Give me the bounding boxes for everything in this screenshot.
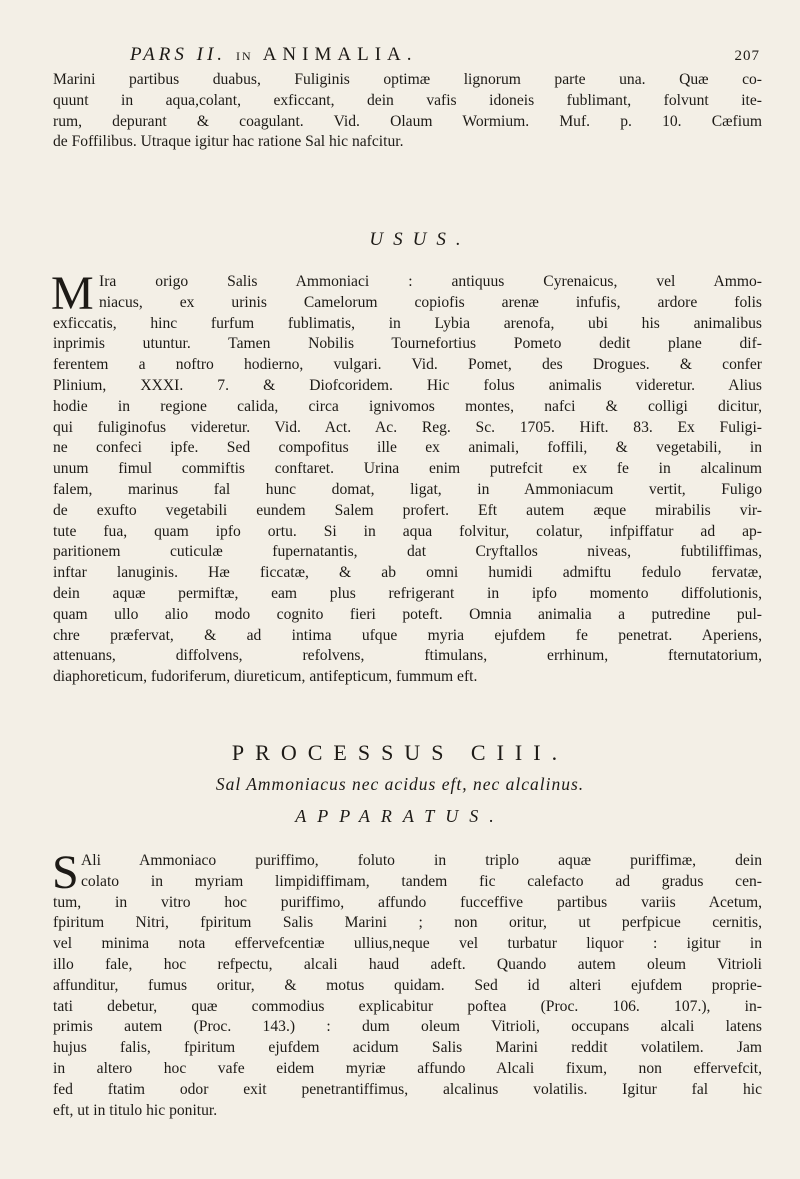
- text-line: dein aquæ permiftæ, eam plus refrigerant in ipfo momento diffolutionis,: [53, 584, 762, 602]
- text-line: exficcatis, hinc furfum fublimatis, in Lybia arenofa, ubi his animalibus: [53, 314, 762, 332]
- page-number: 207: [734, 48, 760, 64]
- text-line: illo fale, hoc refpectu, alcali haud adeft. Quando autem oleum Vitrioli: [53, 955, 762, 973]
- processus-heading: PROCESSUS CIII.: [231, 740, 569, 765]
- text-line: ferentem a noftro hodierno, vulgari. Vid. Pomet, des Drogues. & confer: [53, 356, 762, 374]
- apparatus-paragraph: [52, 846, 762, 1121]
- text-line: fed ftatim odor exit penetrantiffimus, alcalinus volatilis. Igitur fal hic: [53, 1080, 762, 1098]
- text-line: rum, depurant & coagulant. Vid. Olaum Wormium. Muf. p. 10. Cæfium: [53, 112, 762, 130]
- text-line: de Foffilibus. Utraque igitur hac ratione Sal hic nafcitur.: [53, 133, 404, 151]
- drop-capital-s: S: [52, 846, 79, 899]
- text-line: colato in myriam limpidiffimam, tandem fic calefacto ad gradus cen-: [81, 872, 762, 890]
- text-line: de exufto vegetabili eundem Salem profert. Eft autem æque mirabilis vir-: [53, 501, 762, 519]
- header-part: PARS II.: [130, 44, 227, 65]
- text-line: falem, marinus fal hunc domat, ligat, in Ammoniacum vertit, Fuligo: [53, 480, 762, 498]
- text-line: unum fimul commiftis conftaret. Urina enim putrefcit ex fe in alcalinum: [53, 460, 762, 478]
- usus-heading: USUS.: [369, 229, 471, 250]
- drop-capital-m: M: [51, 267, 94, 320]
- text-line: attenuans, diffolvens, refolvens, ftimulans, errhinum, fternutatorium,: [53, 647, 762, 665]
- text-line: qui fuliginofus videretur. Vid. Act. Ac. Reg. Sc. 1705. Hift. 83. Ex Fuligi-: [53, 418, 762, 436]
- text-line: primis autem (Proc. 143.) : dum oleum Vitrioli, occupans alcali latens: [53, 1018, 762, 1036]
- text-line: tum, in vitro hoc puriffimo, affundo fucceffive partibus variis Acetum,: [53, 893, 762, 911]
- text-line: fpiritum Nitri, fpiritum Salis Marini ; non oritur, ut perfpicue cernitis,: [53, 914, 762, 932]
- text-line: tati debetur, quæ commodius explicabitur poftea (Proc. 106. 107.), in-: [53, 997, 762, 1015]
- text-line: inprimis utuntur. Tamen Nobilis Tournefortius Pometo dedit plane dif-: [53, 335, 762, 353]
- text-line: quunt in aqua,colant, exficcant, dein vafis idoneis fublimant, folvunt ite-: [53, 91, 762, 109]
- text-line: quam ullo alio modo cognito fieri poteft. Omnia animalia a putredine pul-: [53, 605, 762, 623]
- text-line: tute fua, quam ipfo ortu. Si in aqua folvitur, colatur, infpiffatur ad ap-: [53, 522, 762, 540]
- text-line: chre præfervat, & ad intima ufque myria ejufdem fe penetrat. Aperiens,: [53, 626, 762, 644]
- usus-paragraph: [51, 267, 762, 688]
- text-line: niacus, ex urinis Camelorum copiofis arenæ infufis, ardore folis: [99, 293, 762, 311]
- processus-title: Sal Ammoniacus nec acidus eft, nec alcalinus.: [215, 774, 585, 794]
- text-line: paritionem cuticulæ fupernatantis, dat Cryftallos niveas, fubtiliffimas,: [53, 543, 762, 561]
- text-line: affunditur, fumus oritur, & motus quidam. Sed id alteri ejufdem proprie-: [53, 976, 762, 994]
- text-line: eft, ut in titulo hic ponitur.: [53, 1101, 218, 1119]
- intro-paragraph: [53, 70, 762, 153]
- header-subject: ANIMALIA.: [262, 44, 418, 65]
- text-line: diaphoreticum, fudoriferum, diureticum, antifepticum, fummum eft.: [53, 668, 478, 686]
- text-line: Ira origo Salis Ammoniaci : antiquus Cyrenaicus, vel Ammo-: [99, 273, 762, 290]
- text-line: in altero hoc vafe eidem myriæ affundo Alcali fixum, non effervefcit,: [53, 1059, 762, 1077]
- header-in: IN: [236, 49, 253, 63]
- text-line: hodie in regione calida, circa ignivomos montes, nafci & colligi dicitur,: [53, 397, 762, 415]
- text-line: inftar lanuginis. Hæ ficcatæ, & ab omni humidi admiftu fedulo fervatæ,: [53, 564, 762, 582]
- text-line: hujus falis, fpiritum ejufdem acidum Salis Marini reddit volatilem. Jam: [53, 1039, 762, 1057]
- text-line: ne confeci ipfe. Sed compofitus ille ex animali, foffili, & vegetabili, in: [53, 439, 762, 457]
- running-header: [130, 44, 760, 66]
- text-line: Plinium, XXXI. 7. & Diofcoridem. Hic folus animalis videretur. Alius: [53, 376, 762, 394]
- text-line: vel minima nota effervefcentiæ ullius,neque vel turbatur liquor : igitur in: [53, 935, 762, 953]
- apparatus-heading: APPARATUS.: [295, 806, 505, 826]
- text-line: Marini partibus duabus, Fuliginis optimæ lignorum parte una. Quæ co-: [53, 71, 762, 88]
- text-line: Ali Ammoniaco puriffimo, foluto in triplo aquæ puriffimæ, dein: [81, 852, 762, 869]
